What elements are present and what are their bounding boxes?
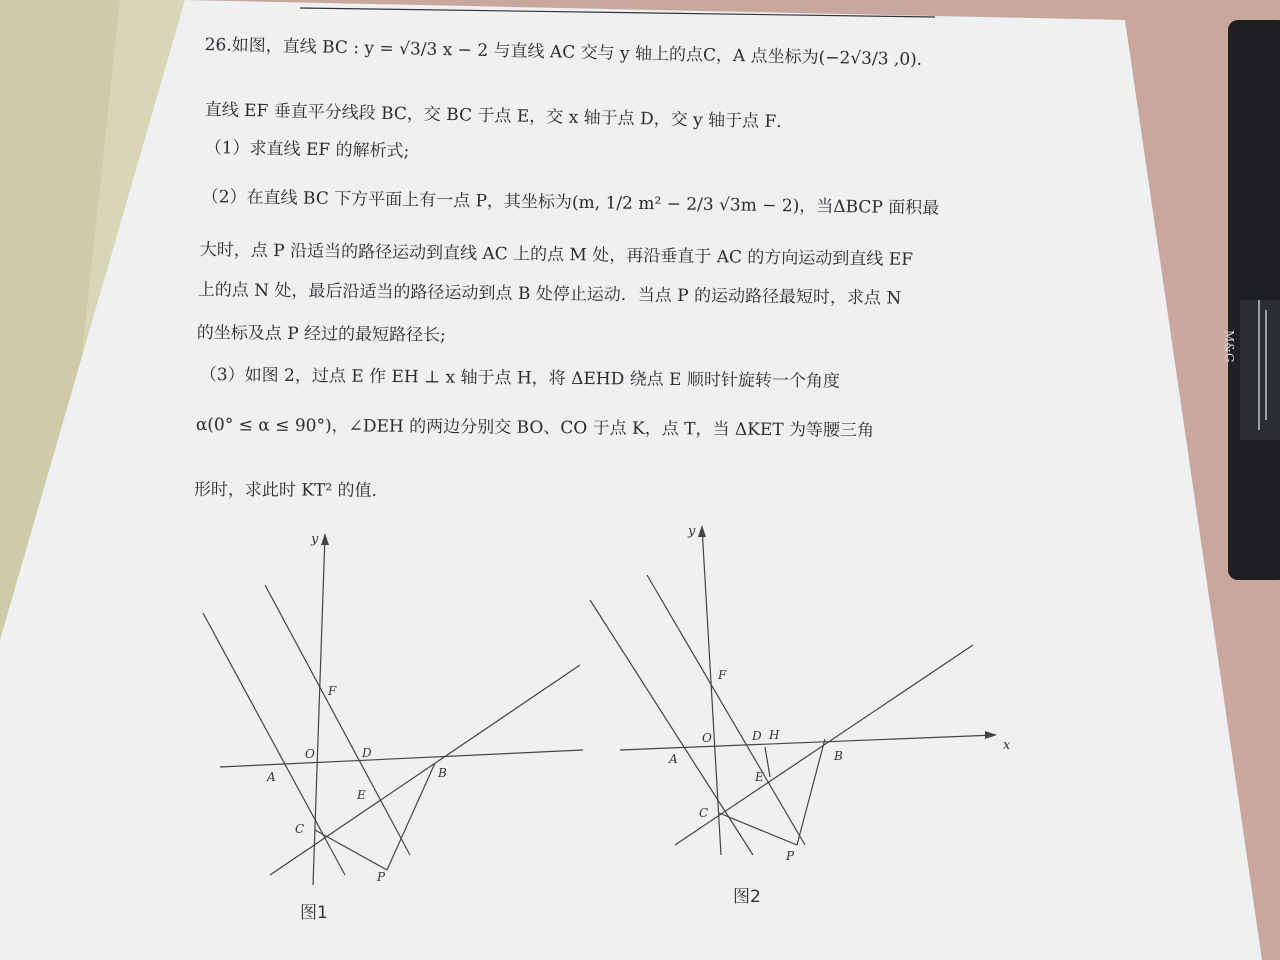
figure-1 xyxy=(195,525,615,905)
problem-part-2-d: 的坐标及点 P 经过的最短路径长; xyxy=(196,322,446,346)
fig2-x-axis xyxy=(620,735,995,750)
fig2-segment-bp xyxy=(797,739,825,845)
marker-label: M&G xyxy=(1222,330,1236,363)
fig2-point-h: H xyxy=(769,728,780,742)
problem-line-1: 26.如图，直线 BC : y = √3/3 x − 2 与直线 AC 交与 y 轴上的点C，A 点坐标为(−2√3/3 ,0)． xyxy=(204,34,934,71)
fig1-segment-cp xyxy=(315,830,387,870)
fig1-point-o: O xyxy=(305,747,315,761)
fig2-segment-cp xyxy=(719,813,797,845)
fig2-point-d: D xyxy=(752,729,762,743)
fig2-y-label: y xyxy=(688,524,696,539)
problem-part-2-b: 大时，点 P 沿适当的路径运动到直线 AC 上的点 M 处，再沿垂直于 AC 的方向运动到直线 EF xyxy=(199,239,914,270)
fig1-point-a: A xyxy=(267,770,276,784)
fig1-point-e: E xyxy=(357,788,366,802)
fig2-line-ef xyxy=(647,575,805,845)
fig1-x-axis xyxy=(220,750,583,767)
problem-part-1: （1）求直线 EF 的解析式; xyxy=(204,137,410,162)
fig2-x-label: x xyxy=(1003,738,1011,753)
fig2-point-a: A xyxy=(669,752,678,766)
problem-part-3-b: α(0° ≤ α ≤ 90°)，∠DEH 的两边分别交 BO、CO 于点 K，点 T，当 ΔKET 为等腰三角 xyxy=(195,414,875,441)
fig2-segment-eh xyxy=(765,747,770,777)
fig2-point-e: E xyxy=(755,770,764,784)
fig1-point-p: P xyxy=(377,870,386,884)
fig2-point-c: C xyxy=(699,806,709,820)
problem-part-2-c: 上的点 N 处，最后沿适当的路径运动到点 B 处停止运动．当点 P 的运动路径最短时，求点 N xyxy=(197,279,902,309)
figure-2 xyxy=(585,515,1025,875)
fig2-point-o: O xyxy=(702,731,712,745)
fig1-point-d: D xyxy=(362,746,372,760)
fig1-line-ef xyxy=(265,585,410,855)
figure-1-caption: 图1 xyxy=(300,903,328,923)
fig1-point-b: B xyxy=(438,766,447,780)
problem-part-2-a: （2）在直线 BC 下方平面上有一点 P，其坐标为(m, 1/2 m² − 2/3 √3m − 2)，当ΔBCP 面积最 xyxy=(201,186,940,219)
fig1-line-ac xyxy=(203,613,345,875)
fig1-point-c: C xyxy=(295,822,305,836)
problem-line-2: 直线 EF 垂直平分线段 BC，交 BC 于点 E，交 x 轴于点 D，交 y 轴于点 F． xyxy=(204,99,794,133)
fig2-point-p: P xyxy=(786,849,795,863)
figure-2-caption: 图2 xyxy=(733,887,761,907)
problem-part-3-a: （3）如图 2，过点 E 作 EH ⊥ x 轴于点 H，将 ΔEHD 绕点 E 顺时针旋转一个角度 xyxy=(199,364,840,392)
fig1-point-f: F xyxy=(328,684,337,698)
problem-part-3-c: 形时，求此时 KT² 的值. xyxy=(193,479,378,501)
fig1-y-label: y xyxy=(311,532,319,547)
fig2-point-b: B xyxy=(834,749,843,763)
fig2-point-f: F xyxy=(718,668,727,682)
